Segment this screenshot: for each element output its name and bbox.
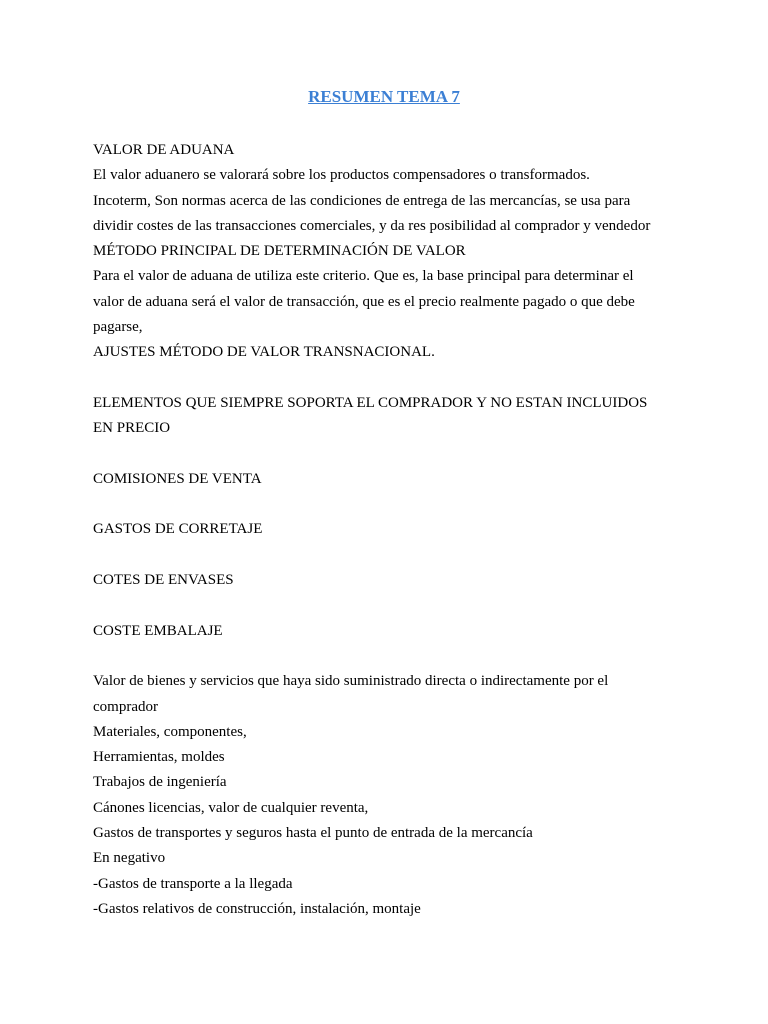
blank-line (93, 442, 683, 467)
text-line: MÉTODO PRINCIPAL DE DETERMINACIÓN DE VALOR (93, 243, 466, 260)
text-line: Gastos de transportes y seguros hasta el punto de entrada de la mercancía (93, 825, 533, 842)
text-line: COSTE EMBALAJE (93, 622, 223, 639)
text-line: GASTOS DE CORRETAJE (93, 521, 263, 538)
text-line: El valor aduanero se valorará sobre los productos compensadores o transformados. (93, 167, 590, 184)
text-line: dividir costes de las transacciones comerciales, y da res posibilidad al comprador y vendedor (93, 217, 651, 234)
text-line: EN PRECIO (93, 420, 171, 437)
text-line: -Gastos de transporte a la llegada (93, 875, 293, 892)
text-line: valor de aduana será el valor de transacción, que es el precio realmente pagado o que debe (93, 293, 635, 310)
text-line: En negativo (93, 850, 166, 867)
text-line: Herramientas, moldes (93, 749, 225, 766)
text-line: Incoterm, Son normas acerca de las condiciones de entrega de las mercancías, se usa para (93, 192, 631, 209)
document-title: RESUMEN TEMA 7 (308, 87, 460, 106)
text-line: COMISIONES DE VENTA (93, 470, 262, 487)
text-line: Para el valor de aduana de utiliza este criterio. Que es, la base principal para determinar el (93, 268, 634, 285)
blank-line (93, 366, 683, 391)
text-line: comprador (93, 698, 158, 715)
text-line: VALOR DE ADUANA (93, 142, 235, 158)
blank-line (93, 593, 683, 618)
blank-line (93, 543, 683, 568)
text-line: Valor de bienes y servicios que haya sido suministrado directa o indirectamente por el (93, 673, 609, 690)
text-line: COTES DE ENVASES (93, 572, 234, 589)
text-line: ELEMENTOS QUE SIEMPRE SOPORTA EL COMPRADOR Y NO ESTAN INCLUIDOS (93, 394, 648, 411)
document-body (93, 138, 683, 922)
blank-line (93, 492, 683, 517)
text-line: pagarse, (93, 319, 143, 336)
text-line: AJUSTES MÉTODO DE VALOR TRANSNACIONAL. (93, 344, 435, 361)
text-line: Trabajos de ingeniería (93, 774, 227, 791)
blank-line (93, 644, 683, 669)
text-line: -Gastos relativos de construcción, instalación, montaje (93, 900, 421, 917)
text-line: Cánones licencias, valor de cualquier reventa, (93, 799, 369, 816)
text-line: Materiales, componentes, (93, 723, 247, 740)
